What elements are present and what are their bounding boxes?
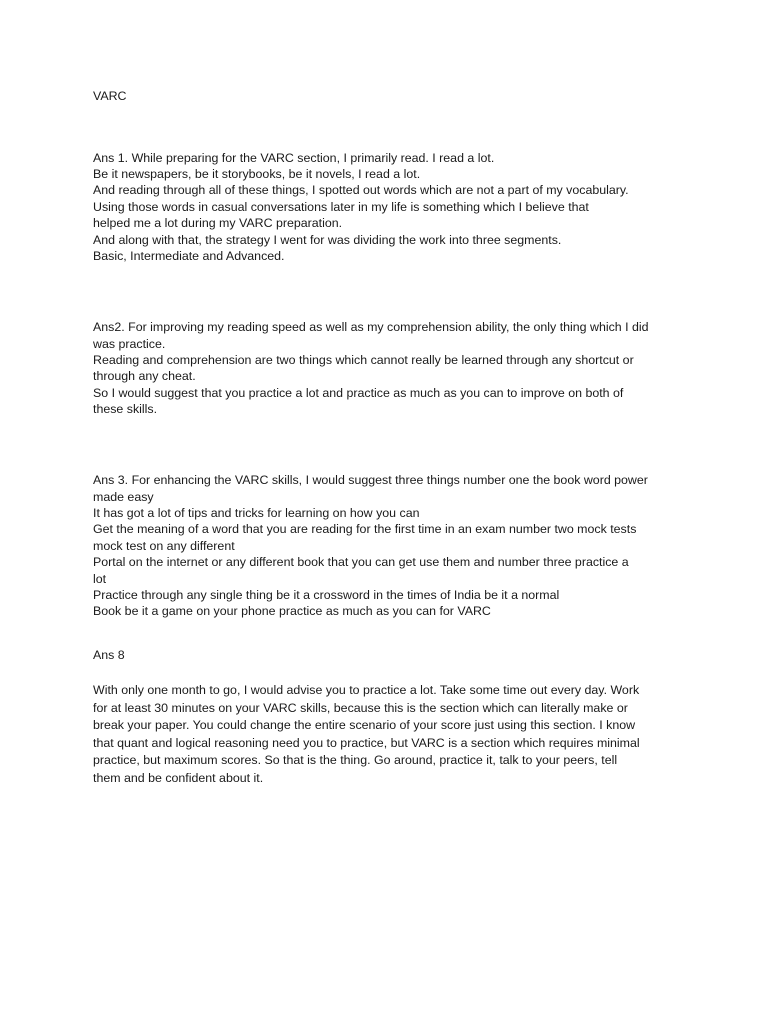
answer-2-line: Reading and comprehension are two things which cannot really be learned through any shortcut or [93, 353, 634, 367]
answer-3-line: lot [93, 572, 107, 586]
answer-1-line: Basic, Intermediate and Advanced. [93, 249, 285, 263]
answer-2-line: was practice. [93, 337, 166, 351]
answer-2-line: Ans2. For improving my reading speed as well as my comprehension ability, the only thing which I did [93, 320, 649, 334]
answer-2-line: So I would suggest that you practice a lot and practice as much as you can to improve on both of [93, 386, 624, 400]
answer-1-line: Ans 1. While preparing for the VARC section, I primarily read. I read a lot. [93, 151, 495, 165]
answer-3-line: It has got a lot of tips and tricks for learning on how you can [93, 506, 420, 520]
answer-2-line: these skills. [93, 402, 158, 416]
answer-3-line: made easy [93, 490, 154, 504]
answer-1-line: And reading through all of these things, I spotted out words which are not a part of my vocabulary. [93, 183, 629, 197]
answer-8-line: break your paper. You could change the entire scenario of your score just using this section. I know [93, 718, 636, 733]
answer-3-line: mock test on any different [93, 539, 235, 553]
answer-8-line: for at least 30 minutes on your VARC skills, because this is the section which can literally make or [93, 700, 628, 715]
answer-8-paragraph [93, 682, 683, 788]
answer-1-line: Using those words in casual conversations later in my life is something which I believe that [93, 200, 589, 214]
answer-1-line: helped me a lot during my VARC preparation. [93, 216, 343, 230]
answer-8-line: With only one month to go, I would advise you to practice a lot. Take some time out every day. Work [93, 683, 640, 697]
answer-3-line: Ans 3. For enhancing the VARC skills, I would suggest three things number one the book word power [93, 473, 648, 487]
answer-1-line: Be it newspapers, be it storybooks, be it novels, I read a lot. [93, 167, 421, 181]
answer-2-line: through any cheat. [93, 369, 196, 383]
answer-3-line: Get the meaning of a word that you are reading for the first time in an exam number two mock tests [93, 522, 637, 536]
answer-8-heading: Ans 8 [93, 648, 125, 662]
answer-8-line: practice, but maximum scores. So that is the thing. Go around, practice it, talk to your peers, tell [93, 753, 618, 768]
answer-3-line: Practice through any single thing be it a crossword in the times of India be it a normal [93, 588, 560, 602]
answer-8-line: that quant and logical reasoning need you to practice, but VARC is a section which requires minimal [93, 735, 640, 750]
answer-3-line: Book be it a game on your phone practice as much as you can for VARC [93, 604, 491, 618]
answer-8-line: them and be confident about it. [93, 770, 264, 785]
page-title: VARC [93, 89, 127, 103]
answer-3-line: Portal on the internet or any different book that you can get use them and number three practice a [93, 555, 629, 569]
answer-1-line: And along with that, the strategy I went for was dividing the work into three segments. [93, 233, 562, 247]
